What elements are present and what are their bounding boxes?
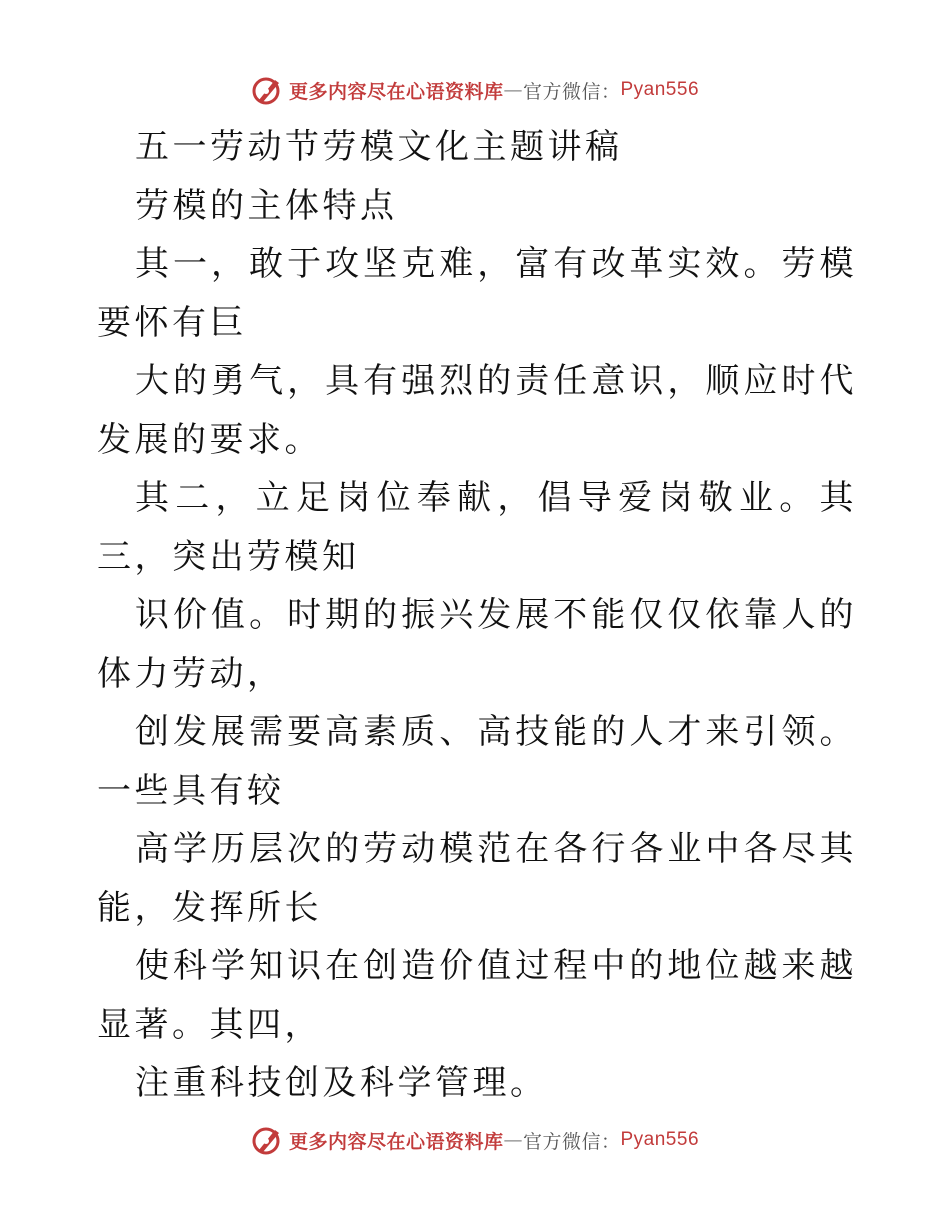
paragraph: 注重科技创及科学管理。 [135, 1063, 548, 1103]
banner-main-text: 更多内容尽在心语资料库 [288, 80, 504, 103]
paragraph: 大的勇气，具有强烈的责任意识，顺应时代发展的要求。 [97, 361, 857, 460]
banner-wechat-id: Pyan556 [620, 79, 700, 100]
banner-wechat-label: 官方微信： [522, 80, 621, 103]
banner-separator: — [503, 1129, 523, 1151]
paragraph: 识价值。时期的振兴发展不能仅仅依靠人的体力劳动， [97, 595, 857, 694]
document-title: 五一劳动节劳模文化主题讲稿 [135, 127, 623, 167]
banner-separator: — [503, 79, 523, 101]
header-banner [0, 70, 950, 110]
paragraph: 使科学知识在创造价值过程中的地位越来越显著。其四， [97, 946, 857, 1045]
footer-banner [0, 1120, 950, 1160]
paragraph: 高学历层次的劳动模范在各行各业中各尽其能，发挥所长 [97, 829, 857, 928]
paragraph: 其二，立足岗位奉献，倡导爱岗敬业。其三，突出劳模知 [97, 478, 857, 577]
paragraph: 其一，敢于攻坚克难，富有改革实效。劳模要怀有巨 [97, 244, 857, 343]
paragraph: 创发展需要高素质、高技能的人才来引领。一些具有较 [97, 712, 857, 811]
banner-wechat-label: 官方微信： [522, 1130, 621, 1153]
pen-circle-logo-icon [251, 1124, 283, 1156]
document-body [97, 118, 857, 1113]
banner-wechat-id: Pyan556 [620, 1129, 700, 1150]
section-heading: 劳模的主体特点 [135, 185, 398, 226]
pen-circle-logo-icon [251, 74, 283, 106]
banner-main-text: 更多内容尽在心语资料库 [288, 1130, 504, 1153]
